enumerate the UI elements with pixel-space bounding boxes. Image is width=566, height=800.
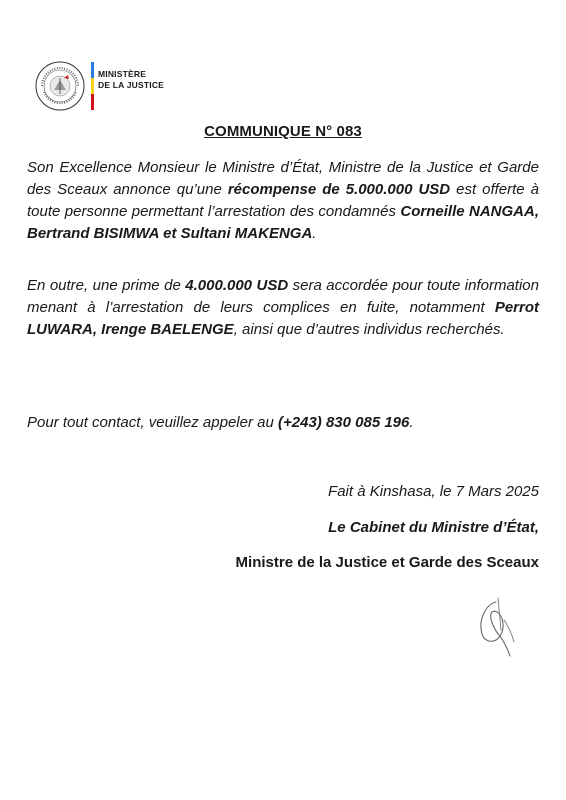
flag-stripe: [91, 62, 94, 110]
text: .: [409, 414, 414, 431]
paragraph-reward: [27, 157, 539, 245]
ministry-name: [98, 69, 164, 91]
accomplice-names: Perrot LUWARA, Irenge BAELENGE: [27, 299, 539, 338]
text: est offerte à toute personne permettant l’arrestation des condamnés: [27, 181, 539, 220]
communique-title: COMMUNIQUE N° 083: [204, 123, 362, 140]
reward-amount: récompense de 5.000.000 USD: [227, 181, 451, 198]
text: , ainsi que d’autres individus recherchés.: [233, 321, 505, 338]
ministry-line-2: DE LA JUSTICE: [98, 80, 165, 90]
paragraph-contact: [27, 412, 539, 434]
signatory-line-1: Le Cabinet du Ministre d’État,: [328, 519, 539, 536]
text: Pour tout contact, veuillez appeler au: [27, 414, 278, 431]
ministry-seal-icon: [34, 60, 86, 112]
ministry-line-1: MINISTÈRE: [98, 69, 147, 79]
bonus-amount: 4.000.000 USD: [185, 277, 289, 294]
paragraph-bonus: [27, 275, 539, 341]
text: sera accordée pour toute information menant à l’arrestation de leurs complices en fuite, notamment: [27, 277, 539, 316]
text: Son Excellence Monsieur le Ministre d’État, Ministre de la Justice et Garde des Sceaux annonce qu’une: [27, 159, 539, 198]
flag-yellow: [91, 78, 94, 94]
text: .: [312, 225, 317, 242]
flag-red: [91, 94, 94, 110]
contact-phone: (+243) 830 085 196: [278, 414, 410, 431]
signatory-line-2: Ministre de la Justice et Garde des Sceaux: [235, 554, 539, 571]
handwritten-signature-icon: [468, 590, 528, 660]
place-date: Fait à Kinshasa, le 7 Mars 2025: [328, 483, 539, 500]
flag-blue: [91, 62, 94, 78]
wanted-names: Corneille NANGAA, Bertrand BISIMWA et Sultani MAKENGA: [27, 203, 539, 242]
text: En outre, une prime de: [27, 277, 186, 294]
letterhead: [34, 60, 194, 114]
